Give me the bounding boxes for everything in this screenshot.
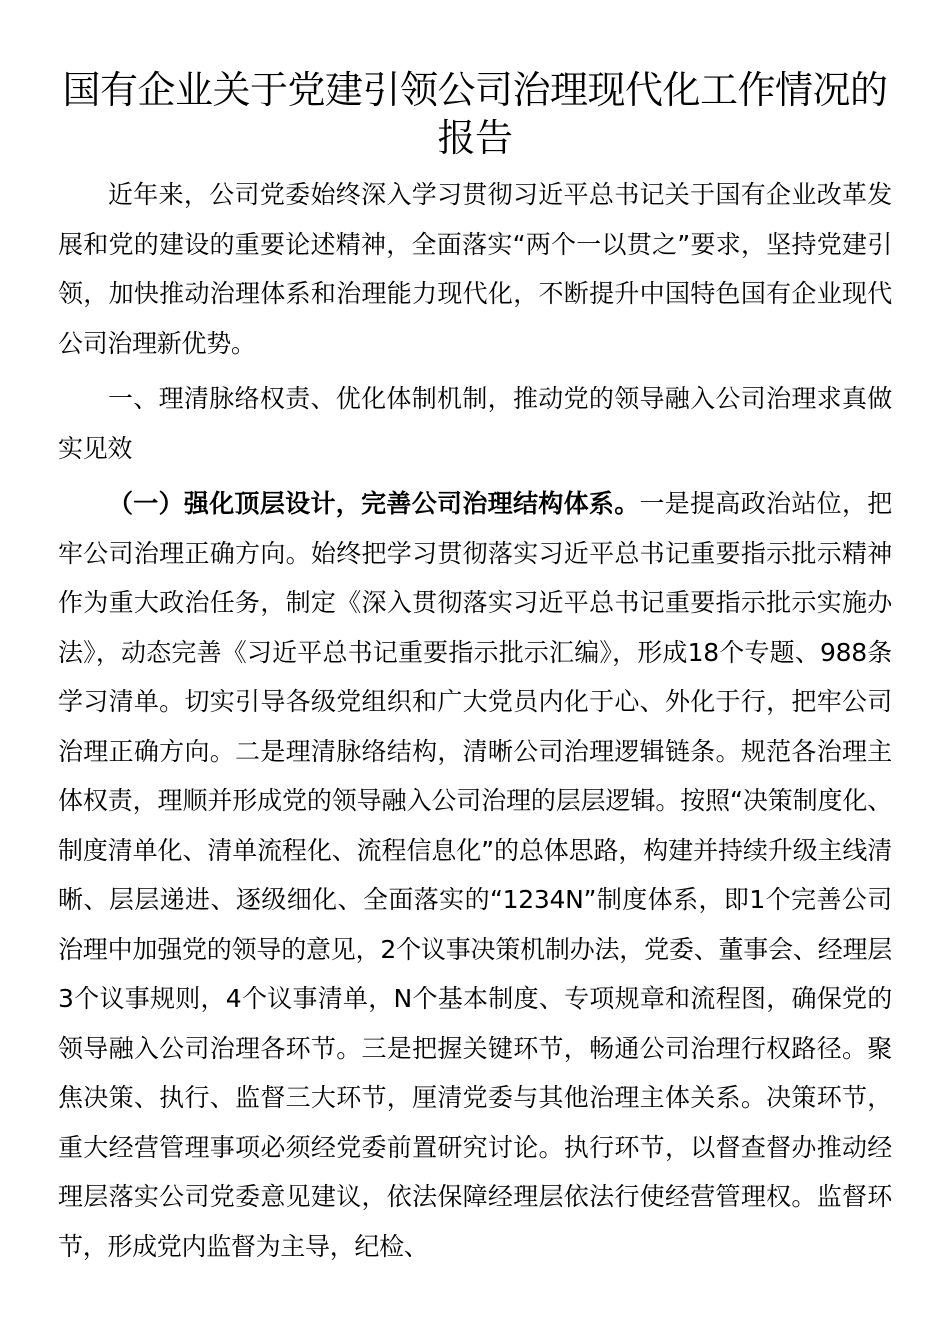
section-1-heading: 一、理清脉络权责、优化体制机制，推动党的领导融入公司治理求真做实见效 — [58, 384, 892, 463]
subsection-1-heading: （一）强化顶层设计，完善公司治理结构体系。 — [108, 489, 640, 518]
intro-paragraph: 近年来，公司党委始终深入学习贯彻习近平总书记关于国有企业改革发展和党的建设的重要论述精神，全面落实“两个一以贯之”要求，坚持党建引领，加快推动治理体系和治理能力现代化，不断提升中国特色国有企业现代公司治理新优势。 — [58, 180, 892, 358]
document-page — [58, 66, 892, 1271]
document-title: 国有企业关于党建引领公司治理现代化工作情况的报告 — [62, 68, 888, 160]
subsection-1-paragraph — [58, 479, 892, 1271]
subsection-1-body: 一是提高政治站位，把牢公司治理正确方向。始终把学习贯彻落实习近平总书记重要指示批示精神作为重大政治任务，制定《深入贯彻落实习近平总书记重要指示批示实施办法》，动态完善《习近平总书记重要指示批示汇编》，形成18个专题、988条学习清单。切实引导各级党组织和广大党员内化于心、外化于行，把牢公司治理正确方向。二是理清脉络结构，清晰公司治理逻辑链条。规范各治理主体权责，理顺并形成党的领导融入公司治理的层层逻辑。按照“决策制度化、制度清单化、清单流程化、流程信息化”的总体思路，构建并持续升级主线清晰、层层递进、逐级细化、全面落实的“1234N”制度体系，即1个完善公司治理中加强党的领导的意见，2个议事决策机制办法，党委、董事会、经理层3个议事规则，4个议事清单，N个基本制度、专项规章和流程图，确保党的领导融入公司治理各环节。三是把握关键环节，畅通公司治理行权路径。聚焦决策、执行、监督三大环节，厘清党委与其他治理主体关系。决策环节，重大经营管理事项必须经党委前置研究讨论。执行环节，以督查督办推动经理层落实公司党委意见建议，依法保障经理层依法行使经营管理权。监督环节，形成党内监督为主导，纪检、 — [58, 489, 892, 1261]
